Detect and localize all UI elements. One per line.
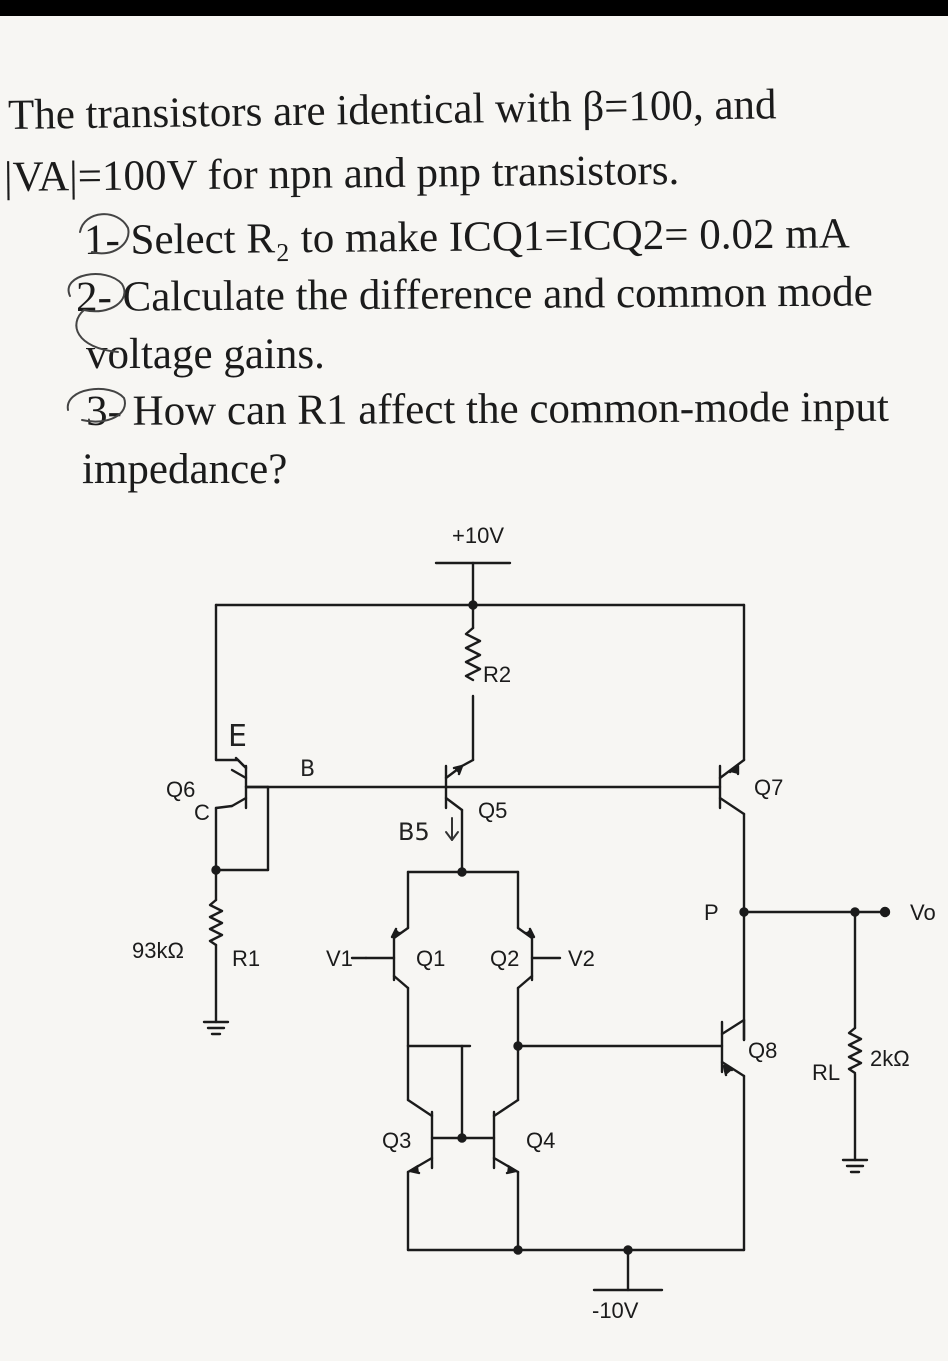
- question-line-6: 3- How can R1 affect the common-mode input: [85, 383, 889, 435]
- q8-label: Q8: [748, 1038, 778, 1063]
- question-line-2: |VA|=100V for npn and pnp transistors.: [3, 146, 680, 201]
- v2-label: V2: [568, 946, 595, 971]
- node-p-label: P: [704, 900, 719, 925]
- resistor-r2: [466, 605, 480, 760]
- transistor-q8: [722, 1020, 744, 1250]
- transistor-q2: [518, 872, 560, 1100]
- rl-label: RL: [812, 1060, 841, 1085]
- transistor-q3: [408, 1046, 494, 1250]
- question-line-4: 2- Calculate the difference and common mode: [75, 268, 873, 321]
- q7-label: Q7: [754, 775, 784, 800]
- question-line-5: voltage gains.: [86, 331, 325, 378]
- handwritten-arrow: [446, 818, 458, 840]
- transistor-q5: [446, 760, 473, 876]
- vcc-rail: [216, 563, 744, 760]
- r2-label: R2: [483, 662, 512, 687]
- handwritten-circle-marks: [68, 214, 129, 421]
- q6-label: Q6: [166, 777, 196, 802]
- vee-rail: [408, 1247, 744, 1291]
- handwritten-e: E: [228, 719, 247, 754]
- question-line-7: impedance?: [82, 446, 288, 493]
- transistor-q6: [213, 758, 269, 874]
- rl-value-label: 2kΩ: [870, 1046, 910, 1071]
- vpos-label: +10V: [452, 523, 504, 548]
- handwritten-b5: B5: [398, 818, 430, 846]
- resistor-r1: [204, 870, 228, 1034]
- q5-label: Q5: [478, 798, 508, 823]
- q4-label: Q4: [526, 1128, 556, 1153]
- transistor-q7: [720, 760, 744, 1040]
- r1-label: R1: [232, 946, 261, 971]
- handwritten-b: B: [300, 757, 316, 782]
- question-line-3: 1- Select R₂ to make ICQ1=ICQ2= 0.02 mA: [83, 210, 850, 264]
- v1-label: V1: [326, 946, 353, 971]
- transistor-q4: [494, 1100, 518, 1250]
- vneg-label: -10V: [592, 1298, 639, 1323]
- q1-label: Q1: [416, 946, 446, 971]
- q2-label: Q2: [490, 946, 520, 971]
- vo-label: Vo: [910, 900, 936, 925]
- question-line-1: The transistors are identical with β=100, and: [7, 81, 777, 139]
- q3-label: Q3: [382, 1128, 412, 1153]
- q6-collector-label: C: [194, 800, 210, 825]
- r1-value-label: 93kΩ: [132, 938, 184, 963]
